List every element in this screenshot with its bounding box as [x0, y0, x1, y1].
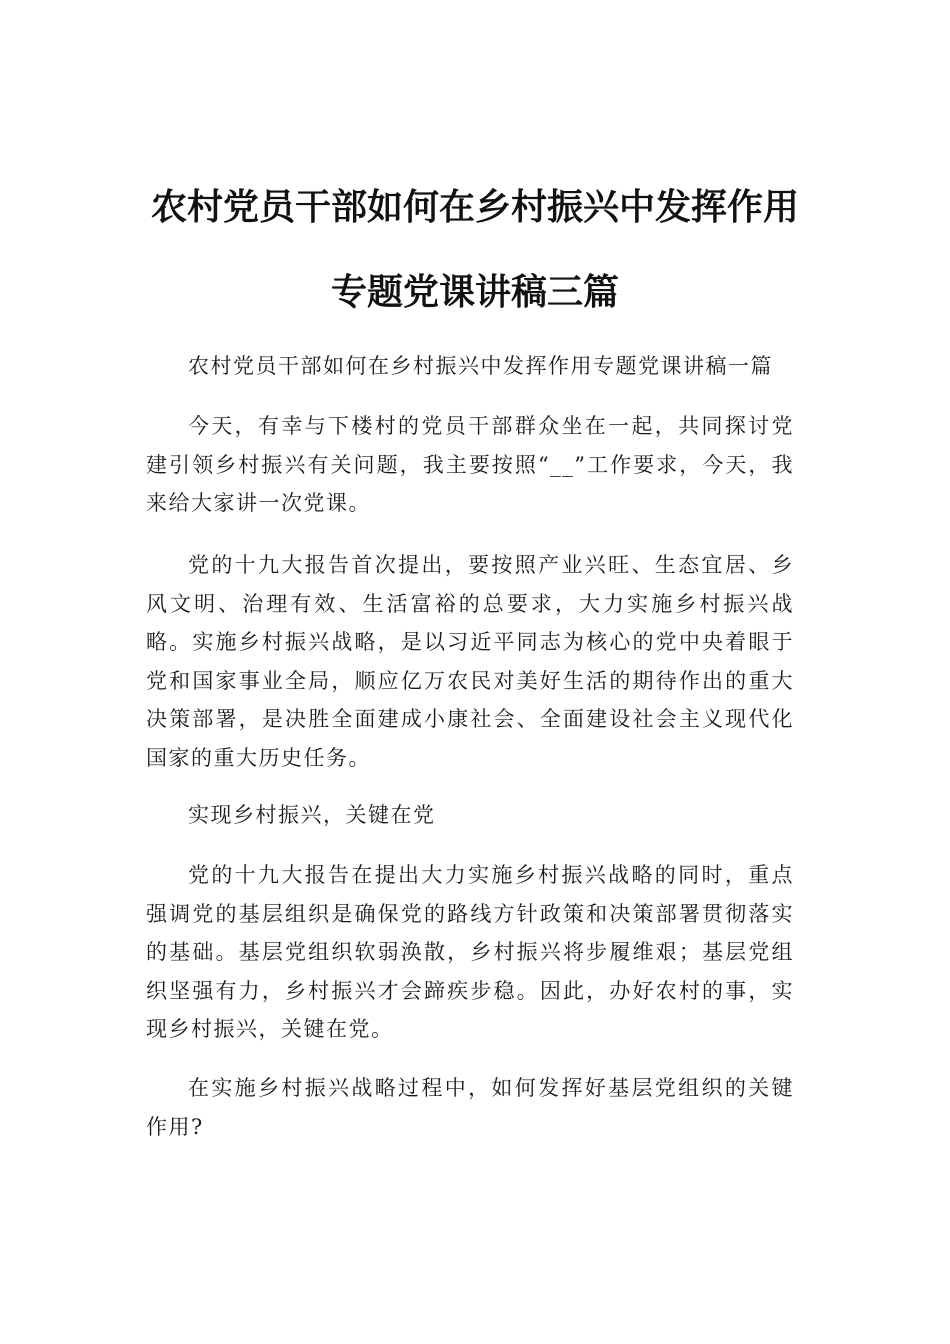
body-paragraph: 今天，有幸与下楼村的党员干部群众坐在一起，共同探讨党建引领乡村振兴有关问题，我主要按照“__”工作要求，今天，我来给大家讲一次党课。	[146, 414, 794, 515]
document-title-line-2: 专题党课讲稿三篇	[330, 272, 619, 313]
subtitle-paragraph: 农村党员干部如何在乡村振兴中发挥作用专题党课讲稿一篇	[188, 354, 773, 378]
body-paragraph: 党的十九大报告在提出大力实施乡村振兴战略的同时，重点强调党的基层组织是确保党的路线方针政策和决策部署贯彻落实的基础。基层党组织软弱涣散，乡村振兴将步履维艰；基层党组织坚强有力，乡村振兴才会蹄疾步稳。因此，办好农村的事，实现乡村振兴，关键在党。	[146, 863, 794, 1041]
document-title-line-1: 农村党员干部如何在乡村振兴中发挥作用	[150, 187, 799, 228]
body-paragraph: 在实施乡村振兴战略过程中，如何发挥好基层党组织的关键作用?	[146, 1076, 794, 1139]
body-paragraph: 党的十九大报告首次提出，要按照产业兴旺、生态宜居、乡风文明、治理有效、生活富裕的总要求，大力实施乡村振兴战略。实施乡村振兴战略，是以习近平同志为核心的党中央着眼于党和国家事业全局，顺应亿万农民对美好生活的期待作出的重大决策部署，是决胜全面建成小康社会、全面建设社会主义现代化国家的重大历史任务。	[146, 553, 794, 770]
section-heading: 实现乡村振兴，关键在党	[188, 803, 436, 827]
